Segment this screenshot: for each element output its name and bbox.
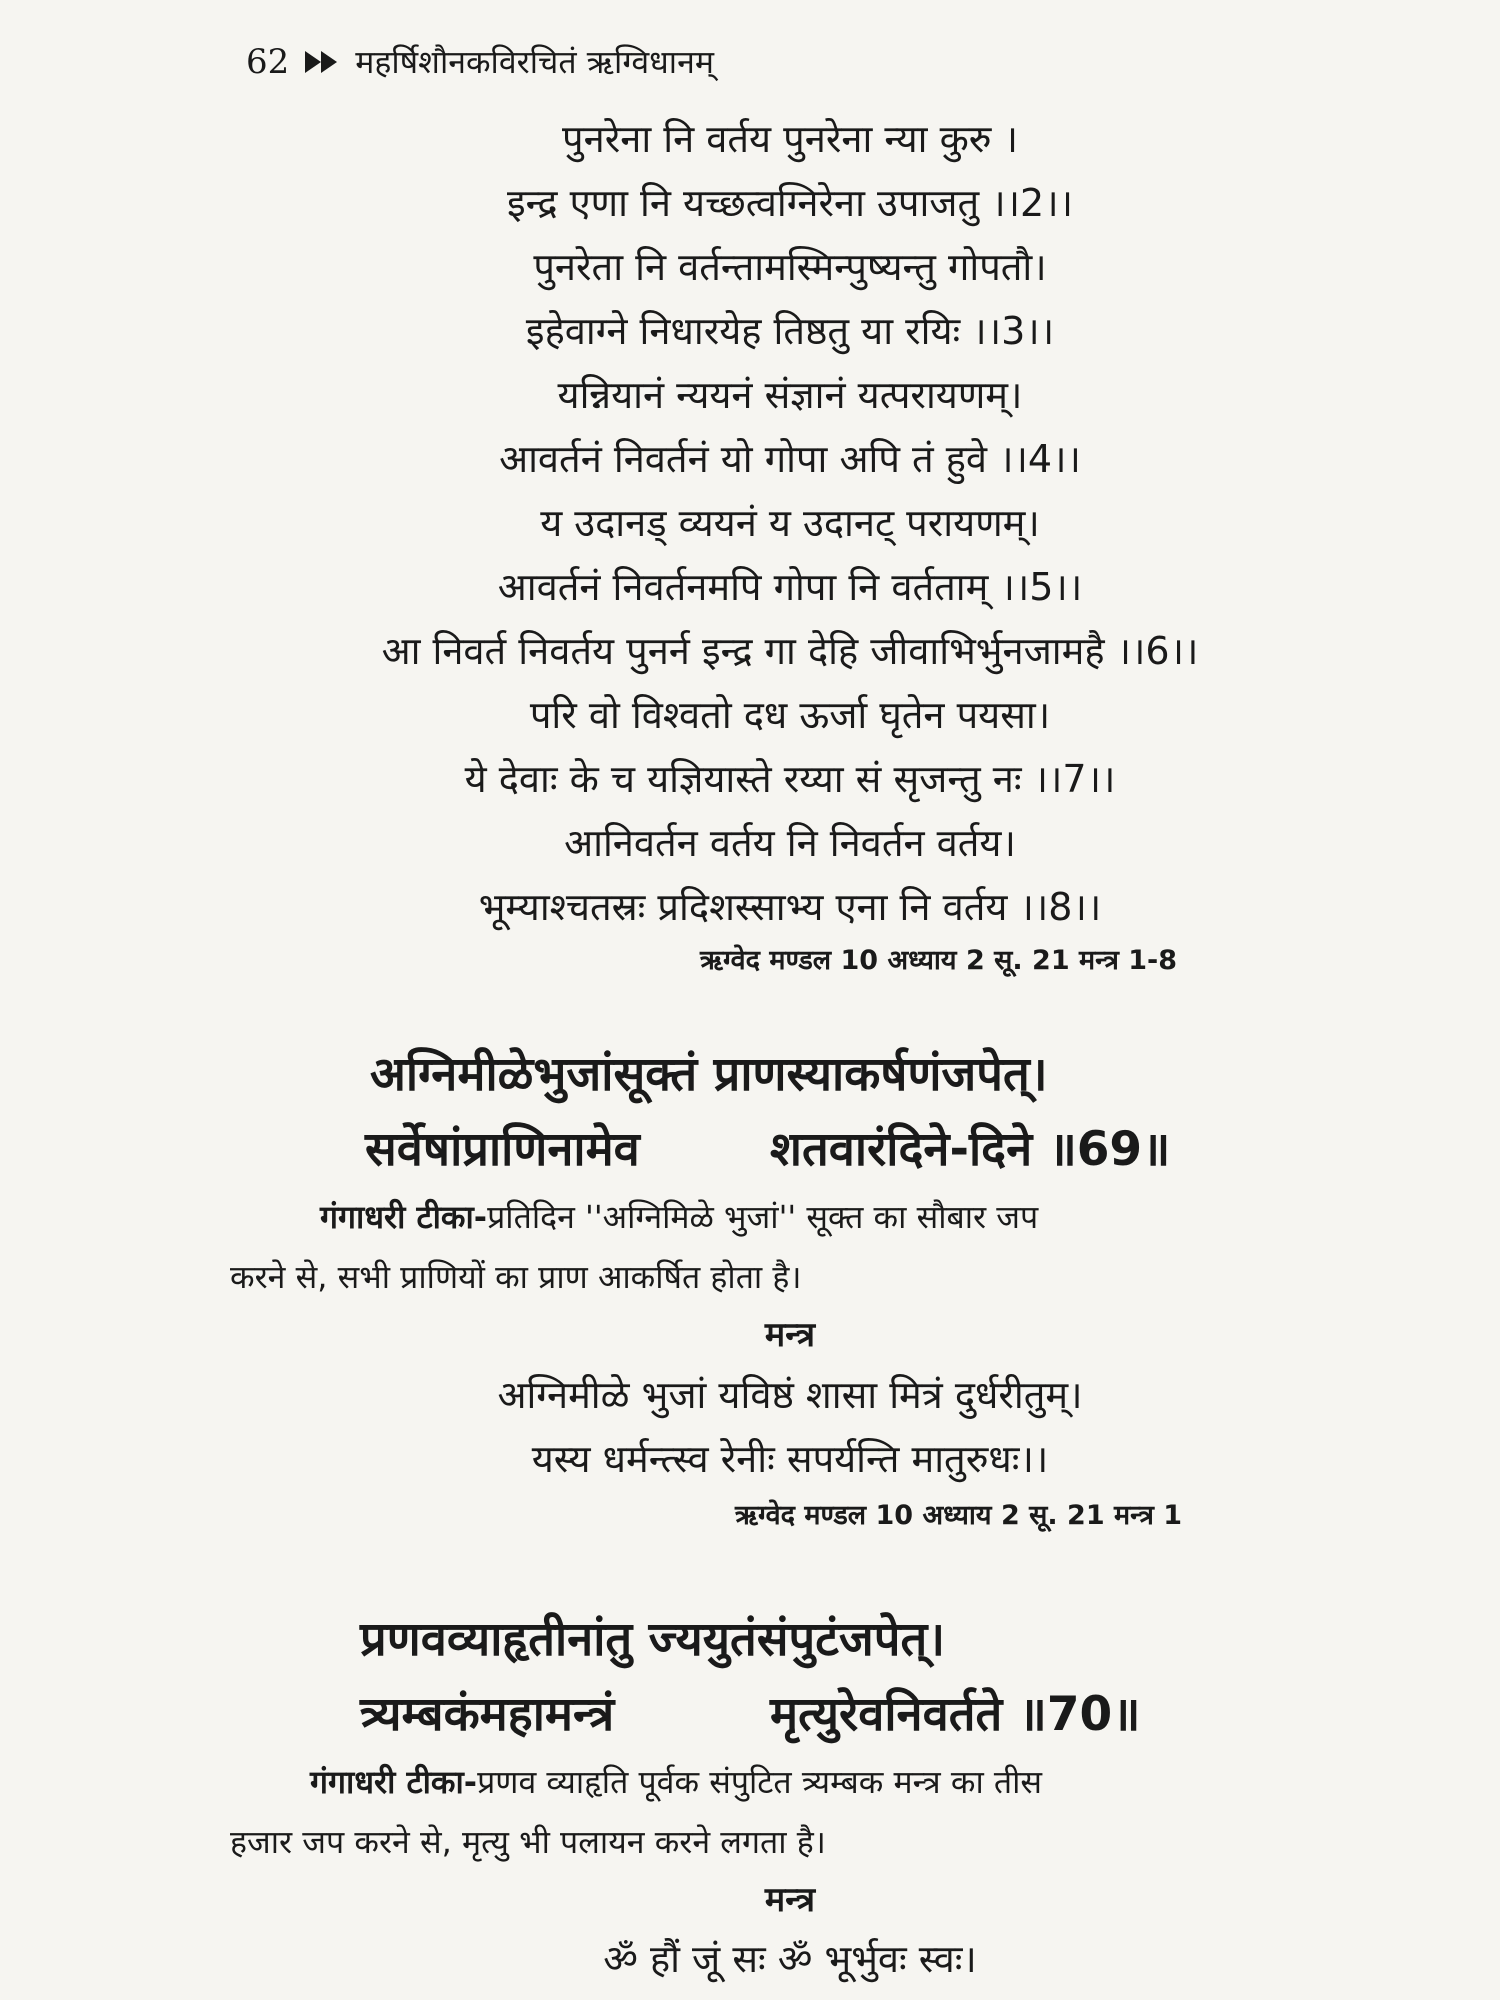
page-number: 62 — [246, 41, 290, 82]
tika-text: प्रतिदिन ''अग्निमिळे भुजां'' सूक्त का सौबार जप — [487, 1198, 1039, 1236]
mantra-line: अग्निमीळे भुजां यविष्ठं शासा मित्रं दुर्धरीतुम्। — [497, 1373, 1083, 1417]
shloka-line: प्रणवव्याहृतीनांतु ज्ययुतंसंपुटंजपेत्। — [360, 1612, 946, 1667]
shloka-line: मृत्युरेवनिवर्तते ॥70॥ — [770, 1687, 1141, 1742]
verse-line: परि वो विश्वतो दध ऊर्जा घृतेन पयसा। — [529, 693, 1051, 737]
verse-line: यन्नियानं न्ययनं संज्ञानं यत्परायणम्। — [557, 373, 1023, 417]
book-title: महर्षिशौनकविरचितं ऋग्विधानम् — [355, 43, 714, 81]
mantra-line: ॐ हौं जूं सः ॐ भूर्भुवः स्वः। — [603, 1937, 977, 1981]
verse-line: आ निवर्त निवर्तय पुनर्न इन्द्र गा देहि जीवाभिर्भुनजामहै ।।6।। — [381, 629, 1199, 673]
verse-line: पुनरेता नि वर्तन्तामस्मिन्पुष्यन्तु गोपतौ। — [533, 245, 1047, 289]
tika-paragraph — [320, 1195, 1038, 1238]
shloka-line: शतवारंदिने-दिने ॥69॥ — [770, 1122, 1171, 1177]
double-arrow-icon — [303, 49, 341, 75]
verse-line: इन्द्र एणा नि यच्छत्वग्निरेना उपाजतु ।।2।। — [506, 181, 1074, 225]
mantra-heading: मन्त्र — [764, 1315, 816, 1355]
mantra-line: यस्य धर्मन्त्स्व रेनीः सपर्यन्ति मातुरुधः।। — [531, 1437, 1049, 1481]
tika-paragraph: करने से, सभी प्राणियों का प्राण आकर्षित होता है। — [230, 1258, 802, 1296]
tika-label: गंगाधरी टीका- — [320, 1198, 488, 1236]
tika-text: प्रणव व्याहृति पूर्वक संपुटित त्र्यम्बक मन्त्र का तीस — [477, 1763, 1043, 1801]
verse-line: ये देवाः के च यज्ञियास्ते रय्या सं सृजन्तु नः ।।7।। — [464, 757, 1116, 801]
verse-line: य उदानड् व्ययनं य उदानट् परायणम्। — [540, 501, 1040, 545]
verse-line: भूम्याश्चतस्रः प्रदिशस्साभ्य एना नि वर्तय ।।8।। — [478, 885, 1102, 929]
shloka-line: त्र्यम्बकंमहामन्त्रं — [360, 1687, 615, 1742]
verse-line: आनिवर्तन वर्तय नि निवर्तन वर्तय। — [564, 821, 1016, 865]
tika-paragraph — [310, 1760, 1042, 1803]
shloka-line: सर्वेषांप्राणिनामेव — [365, 1122, 640, 1177]
tika-paragraph: हजार जप करने से, मृत्यु भी पलायन करने लगता है। — [230, 1823, 826, 1861]
page-header — [246, 40, 714, 83]
verse-line: इहेवाग्ने निधारयेह तिष्ठतु या रयिः ।।3।। — [525, 309, 1055, 353]
shloka-line: अग्निमीळेभुजांसूक्तं प्राणस्याकर्षणंजपेत्। — [370, 1047, 1048, 1102]
reference-citation: ऋग्वेद मण्डल 10 अध्याय 2 सू. 21 मन्त्र 1-8 — [700, 945, 1178, 976]
reference-citation: ऋग्वेद मण्डल 10 अध्याय 2 सू. 21 मन्त्र 1 — [735, 1500, 1183, 1531]
tika-label: गंगाधरी टीका- — [310, 1763, 478, 1801]
verse-line: आवर्तनं निवर्तनमपि गोपा नि वर्तताम् ।।5।। — [497, 565, 1083, 609]
verse-line: पुनरेना नि वर्तय पुनरेना न्या कुरु । — [562, 117, 1018, 161]
mantra-heading: मन्त्र — [764, 1880, 816, 1920]
verse-line: आवर्तनं निवर्तनं यो गोपा अपि तं हुवे ।।4।। — [499, 437, 1081, 481]
